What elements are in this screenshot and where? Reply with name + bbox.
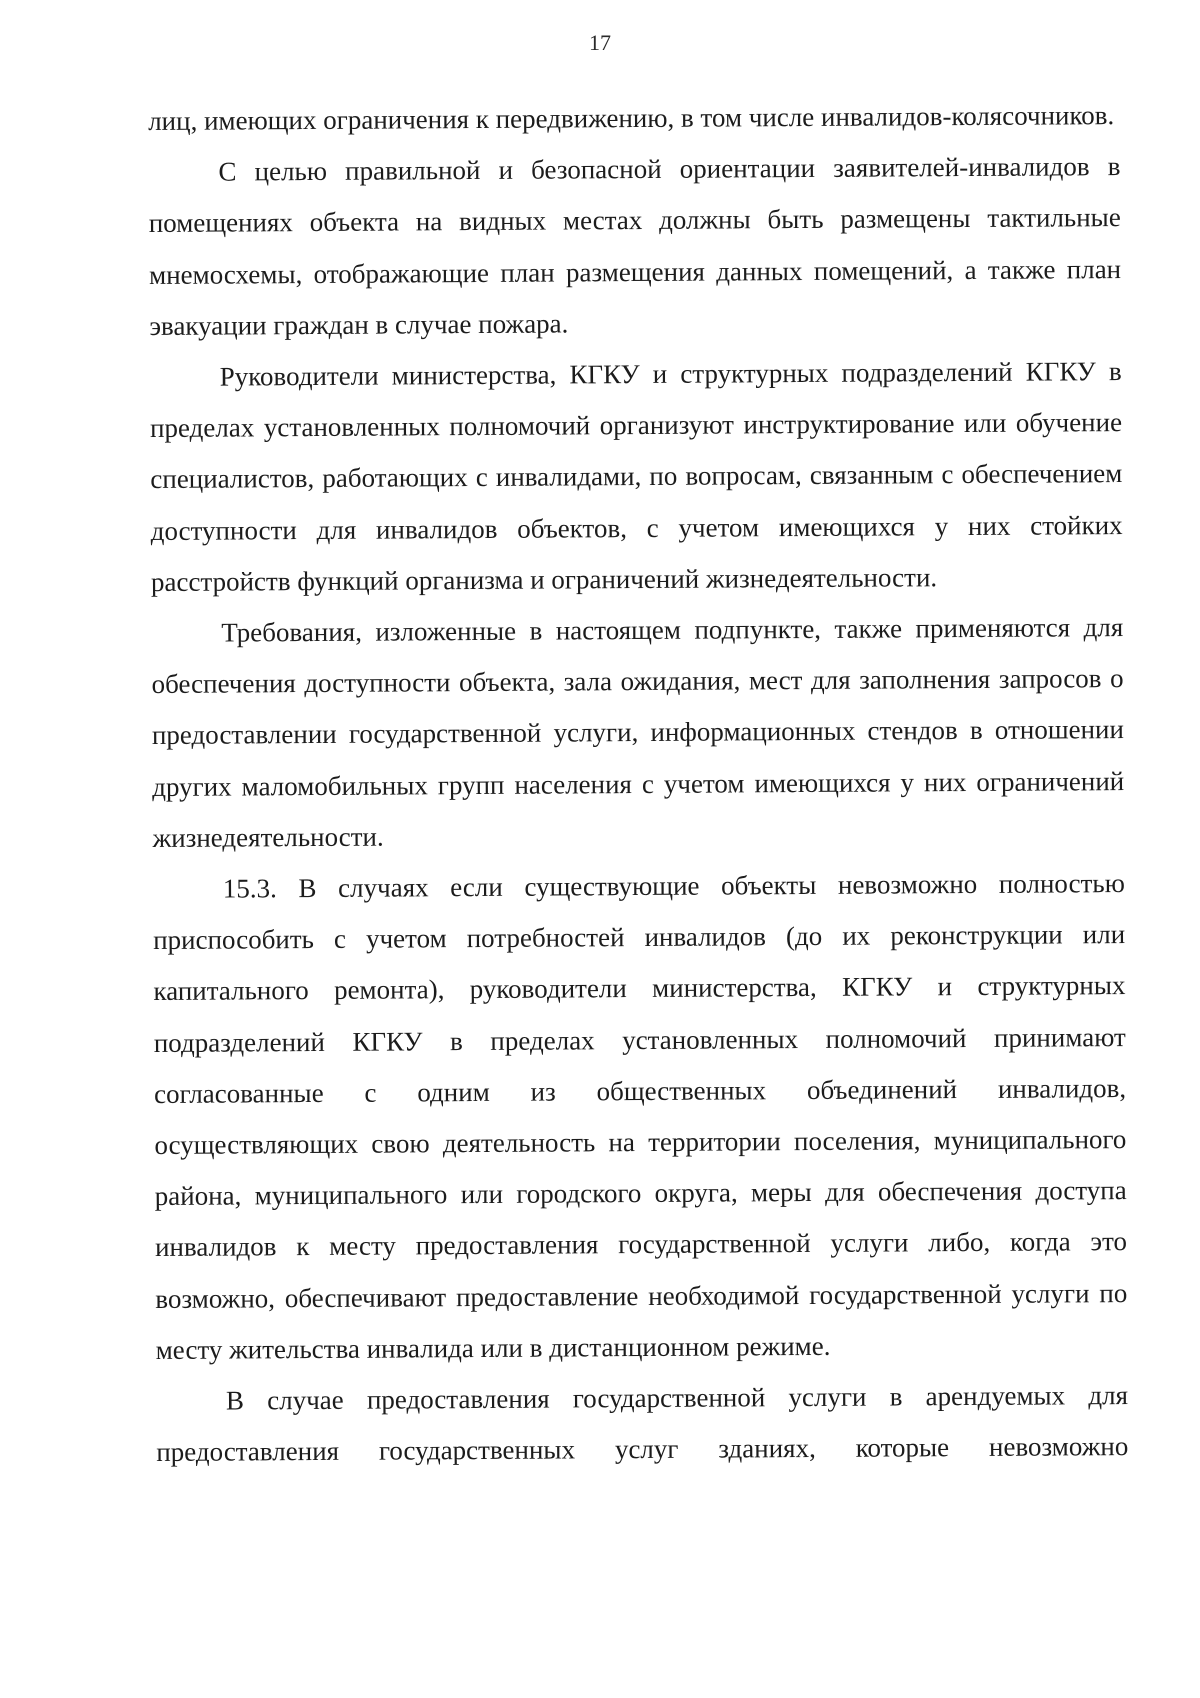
- paragraph-continuation: лиц, имеющих ограничения к передвижению, в том числе инвалидов-колясочников.: [148, 100, 1115, 136]
- paragraph-requirements-scope: Требования, изложенные в настоящем подпункте, также применяются для обеспечения доступности объекта, зала ожидания, мест для заполнения запросов о предоставлении государственной услуги, информационных стендов в отношении других маломобильных групп населения с учетом имеющихся у них ограничений жизнедеятельности.: [151, 612, 1125, 853]
- paragraph-staff-training: Руководители министерства, КГКУ и структурных подразделений КГКУ в пределах установленных полномочий организуют инструктирование или обучение специалистов, работающих с инвалидами, по вопросам, связанным с обеспечением доступности для инвалидов объектов, с учетом имеющихся у них стойких расстройств функций организма и ограничений жизнедеятельности.: [149, 356, 1123, 597]
- paragraph-orientation-schemes: С целью правильной и безопасной ориентации заявителей-инвалидов в помещениях объекта на видных местах должны быть размещены тактильные мнемосхемы, отображающие план размещения данных помещений, а также план эвакуации граждан в случае пожара.: [148, 151, 1122, 341]
- paragraph-rented-buildings: В случае предоставления государственной услуги в арендуемых для предоставления государственных услуг зданиях, которые невозможно: [156, 1380, 1129, 1468]
- page-number: 17: [589, 30, 611, 55]
- paragraph-section-15-3: 15.3. В случаях если существующие объекты невозможно полностью приспособить с учетом потребностей инвалидов (до их реконструкции или капитального ремонта), руководители министерства, КГКУ и структурных подразделений КГКУ в пределах установленных полномочий принимают согласованные с одним из общественных объединений инвалидов, осуществляющих свою деятельность на территории поселения, муниципального района, муниципального или городского округа, меры для обеспечения доступа инвалидов к месту предоставления государственной услуги либо, когда это возможно, обеспечивают предоставление необходимой государственной услуги по месту жительства инвалида или в дистанционном режиме.: [153, 868, 1128, 1365]
- document-body: [148, 90, 1128, 1478]
